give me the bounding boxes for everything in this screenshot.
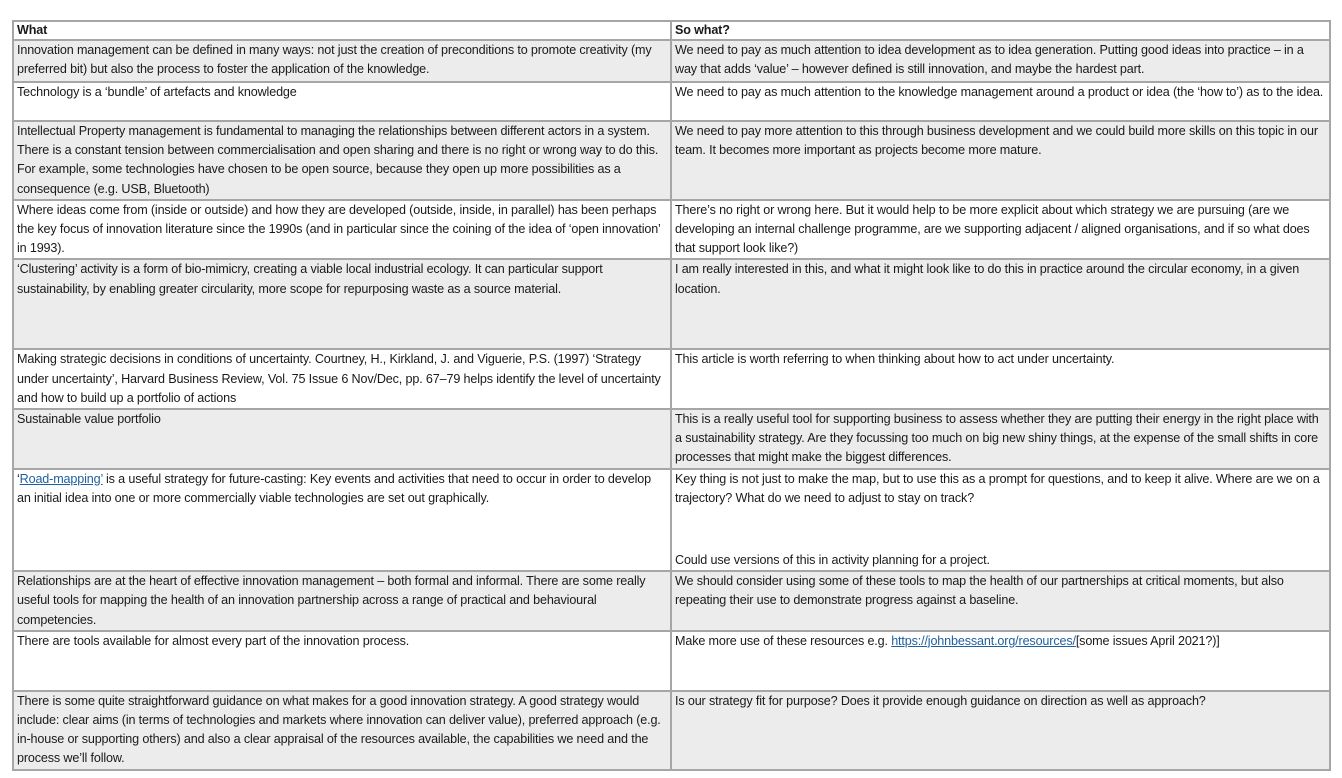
- what-cell: Technology is a ‘bundle’ of artefacts and knowledge: [13, 82, 671, 121]
- so-what-cell: Is our strategy fit for purpose? Does it provide enough guidance on direction as well as approach?: [671, 691, 1330, 770]
- so-what-cell: There’s no right or wrong here. But it would help to be more explicit about which strategy we are pursuing (are we developing an internal challenge programme, are we supporting adjacent / aligned organisations, and if so what does that support look like?): [671, 200, 1330, 260]
- so-what-cell: I am really interested in this, and what it might look like to do this in practice around the circular economy, in a given location.: [671, 259, 1330, 349]
- header-so-what: So what?: [671, 21, 1330, 40]
- table-row: [13, 259, 1330, 349]
- table-row: [13, 631, 1330, 691]
- table-row: [13, 82, 1330, 121]
- so-what-prefix: Make more use of these resources e.g.: [675, 633, 892, 648]
- what-prefix: ‘: [17, 471, 20, 486]
- what-cell: Relationships are at the heart of effective innovation management – both formal and informal. There are some really useful tools for mapping the health of an innovation partnership across a range of practical and behavioural competencies.: [13, 571, 671, 631]
- what-cell: There is some quite straightforward guidance on what makes for a good innovation strategy. A good strategy would include: clear aims (in terms of technologies and markets where innovation can deliver value), preferred approach (e.g. in-house or supporting others) and also a clear appraisal of the resources available, the capabilities we need and the process we’ll follow.: [13, 691, 671, 770]
- road-mapping-link[interactable]: Road-mapping’: [19, 471, 103, 486]
- what-cell: Innovation management can be defined in many ways: not just the creation of preconditions to promote creativity (my preferred bit) but also the process to foster the application of the knowledge.: [13, 40, 671, 82]
- so-what-cell: [671, 469, 1330, 572]
- so-what-text: Key thing is not just to make the map, but to use this as a prompt for questions, and to keep it alive. Where are we on a trajectory? What do we need to adjust to stay on track?: [675, 471, 1320, 505]
- table-row: [13, 40, 1330, 82]
- so-what-cell: We need to pay as much attention to idea development as to idea generation. Putting good ideas into practice – in a way that adds ‘value’ – however defined is still innovation, and maybe the hardest part.: [671, 40, 1330, 82]
- what-cell: There are tools available for almost every part of the innovation process.: [13, 631, 671, 691]
- notes-table: [12, 20, 1331, 771]
- what-cell: Sustainable value portfolio: [13, 409, 671, 469]
- so-what-cell: We should consider using some of these tools to map the health of our partnerships at critical moments, but also repeating their use to demonstrate progress against a baseline.: [671, 571, 1330, 631]
- table-row: [13, 200, 1330, 260]
- so-what-cell: [671, 631, 1330, 691]
- table-row: [13, 571, 1330, 631]
- table-row: [13, 409, 1330, 469]
- table-row: [13, 121, 1330, 200]
- so-what-text-2: Could use versions of this in activity planning for a project.: [675, 553, 990, 568]
- what-suffix: is a useful strategy for future-casting: Key events and activities that need to occur in order to develop an initial idea into one or more commercially viable technologies are set out graphically.: [17, 471, 651, 505]
- what-cell: Intellectual Property management is fundamental to managing the relationships between different actors in a system. There is a constant tension between commercialisation and open sharing and there is no right or wrong way to do this. For example, some technologies have chosen to be open source, because they open up more possibilities as a consequence (e.g. USB, Bluetooth): [13, 121, 671, 200]
- what-cell: [13, 469, 671, 572]
- what-cell: ‘Clustering’ activity is a form of bio-mimicry, creating a viable local industrial ecology. It can particular support sustainability, by enabling greater circularity, more scope for repurposing waste as a source material.: [13, 259, 671, 349]
- header-row: [13, 21, 1330, 40]
- what-cell: Where ideas come from (inside or outside) and how they are developed (outside, inside, in parallel) has been perhaps the key focus of innovation literature since the 1990s (and in particular since the coining of the idea of ‘open innovation’ in 1993).: [13, 200, 671, 260]
- so-what-cell: This is a really useful tool for supporting business to assess whether they are putting their energy in the right place with a sustainability strategy. Are they focussing too much on big new shiny things, at the expense of the small shifts in core processes that might make the biggest differences.: [671, 409, 1330, 469]
- so-what-cell: We need to pay as much attention to the knowledge management around a product or idea (the ‘how to’) as to the idea.: [671, 82, 1330, 121]
- so-what-cell: This article is worth referring to when thinking about how to act under uncertainty.: [671, 349, 1330, 409]
- table-row: [13, 349, 1330, 409]
- what-cell: Making strategic decisions in conditions of uncertainty. Courtney, H., Kirkland, J. and Viguerie, P.S. (1997) ‘Strategy under uncertainty’, Harvard Business Review, Vol. 75 Issue 6 Nov/Dec, pp. 67–79 helps identify the level of uncertainty and how to build up a portfolio of actions: [13, 349, 671, 409]
- resources-link[interactable]: https://johnbessant.org/resources/: [891, 633, 1076, 648]
- so-what-suffix: [some issues April 2021?)]: [1075, 633, 1220, 648]
- table-row: [13, 469, 1330, 572]
- table-row: [13, 691, 1330, 770]
- header-what: What: [13, 21, 671, 40]
- so-what-cell: We need to pay more attention to this through business development and we could build more skills on this topic in our team. It becomes more important as projects become more mature.: [671, 121, 1330, 200]
